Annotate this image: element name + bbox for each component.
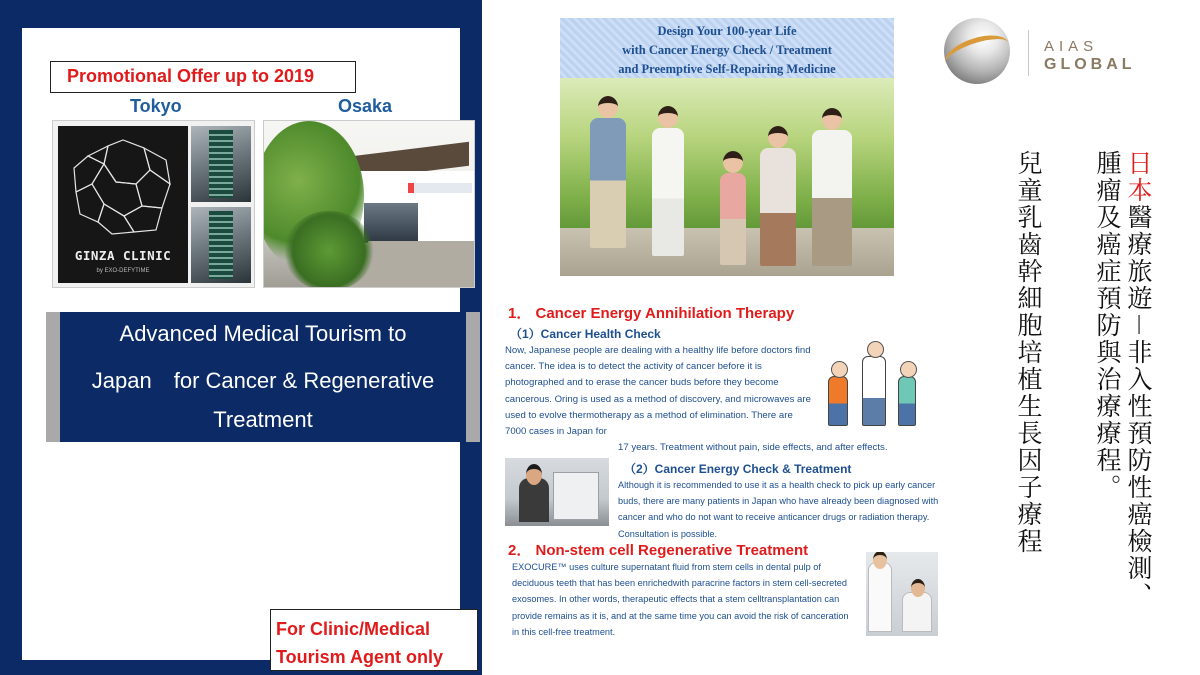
vertical-title-rest: 醫療旅遊－非入性預防性癌檢測、腫瘤及癌症預防與治療療程。 bbox=[1093, 150, 1153, 610]
ginza-clinic-name: GINZA CLINIC bbox=[74, 248, 172, 263]
banner-line: Treatment bbox=[213, 407, 313, 432]
logo-divider bbox=[1028, 30, 1029, 76]
agent-line: Tourism Agent only bbox=[276, 647, 444, 667]
section-title-regenerative: 2． Non-stem cell Regenerative Treatment bbox=[508, 542, 809, 559]
flyer-header-line: Design Your 100-year Life bbox=[657, 24, 797, 38]
doctor-patients-illustration bbox=[822, 334, 922, 430]
osaka-label: Osaka bbox=[338, 96, 393, 116]
flyer-header bbox=[560, 18, 894, 78]
regenerative-text: EXOCURE™ uses culture supernatant fluid from stem cells in dental pulp of deciduous teeth that has been enrichedwith paracrine factors in stem cell-secreted exosomes. In other words, therapeutic effects that a stem celltransplantation can provide remains as it is, and at the same time you can avoid the risk of canceration in this cell-free treatment. bbox=[512, 562, 849, 637]
promo-offer-label: Promotional Offer up to 2019 bbox=[50, 61, 356, 93]
flyer-header-line: with Cancer Energy Check / Treatment bbox=[622, 43, 832, 57]
geometric-logo-icon bbox=[58, 126, 188, 246]
subsection-title-energy-check: （2）Cancer Energy Check & Treatment bbox=[624, 462, 852, 476]
patient-treatment-photo bbox=[505, 458, 609, 526]
vertical-title-accent: 日本 bbox=[1124, 150, 1153, 204]
lab-staff-photo bbox=[866, 552, 938, 636]
ginza-clinic-subtitle: by EXO-DEFYTIME bbox=[96, 268, 150, 274]
promo-panel bbox=[0, 0, 482, 675]
ginza-clinic-logo bbox=[58, 126, 188, 283]
tokyo-label: Tokyo bbox=[130, 96, 182, 116]
tokyo-building-photo bbox=[191, 207, 251, 283]
logo-text-global: GLOBAL bbox=[1044, 56, 1136, 73]
logo-text-aias: AIAS bbox=[1044, 38, 1099, 55]
health-check-text: Now, Japanese people are dealing with a healthy life before doctors find cancer. The idea is to detect the activity of cancer before it is photographed and to erase the cancer buds before they become cancerous. Oring is used as a method of discovery, and microwaves are used to evolve thermotherapy as a method of elimination. There are 7000 cases in Japan for bbox=[505, 345, 811, 438]
section-title-cancer-therapy: 1． Cancer Energy Annihilation Therapy bbox=[508, 305, 795, 322]
banner-line: Advanced Medical Tourism to bbox=[119, 321, 407, 346]
banner-line: Japan for Cancer & Regenerative bbox=[91, 368, 435, 393]
family-walking-photo bbox=[560, 78, 894, 276]
osaka-clinic-photo bbox=[263, 120, 475, 288]
aias-global-logo bbox=[940, 16, 1176, 88]
agent-only-label bbox=[270, 609, 478, 671]
title-banner bbox=[46, 312, 480, 442]
energy-check-text: Although it is recommended to use it as a health check to pick up early cancer buds, there are many patients in Japan who have already been diagnosed with cancer and who do not want to receive anticancer drugs or radiation therapy. Consultation is possible. bbox=[618, 480, 939, 539]
vertical-title-chinese bbox=[1092, 150, 1154, 620]
ginza-clinic-photo bbox=[52, 120, 255, 288]
flyer-header-line: and Preemptive Self-Repairing Medicine bbox=[618, 62, 836, 76]
vertical-subtitle-chinese: 兒童乳齒幹細胞培植生長因子療程 bbox=[1014, 150, 1043, 555]
health-check-text-tail: 17 years. Treatment without pain, side effects, and after effects. bbox=[618, 442, 888, 453]
subsection-title-health-check: （1）Cancer Health Check bbox=[510, 327, 661, 341]
promo-card bbox=[22, 28, 460, 667]
agent-line: For Clinic/Medical bbox=[276, 619, 431, 639]
tokyo-building-photo bbox=[191, 126, 251, 202]
